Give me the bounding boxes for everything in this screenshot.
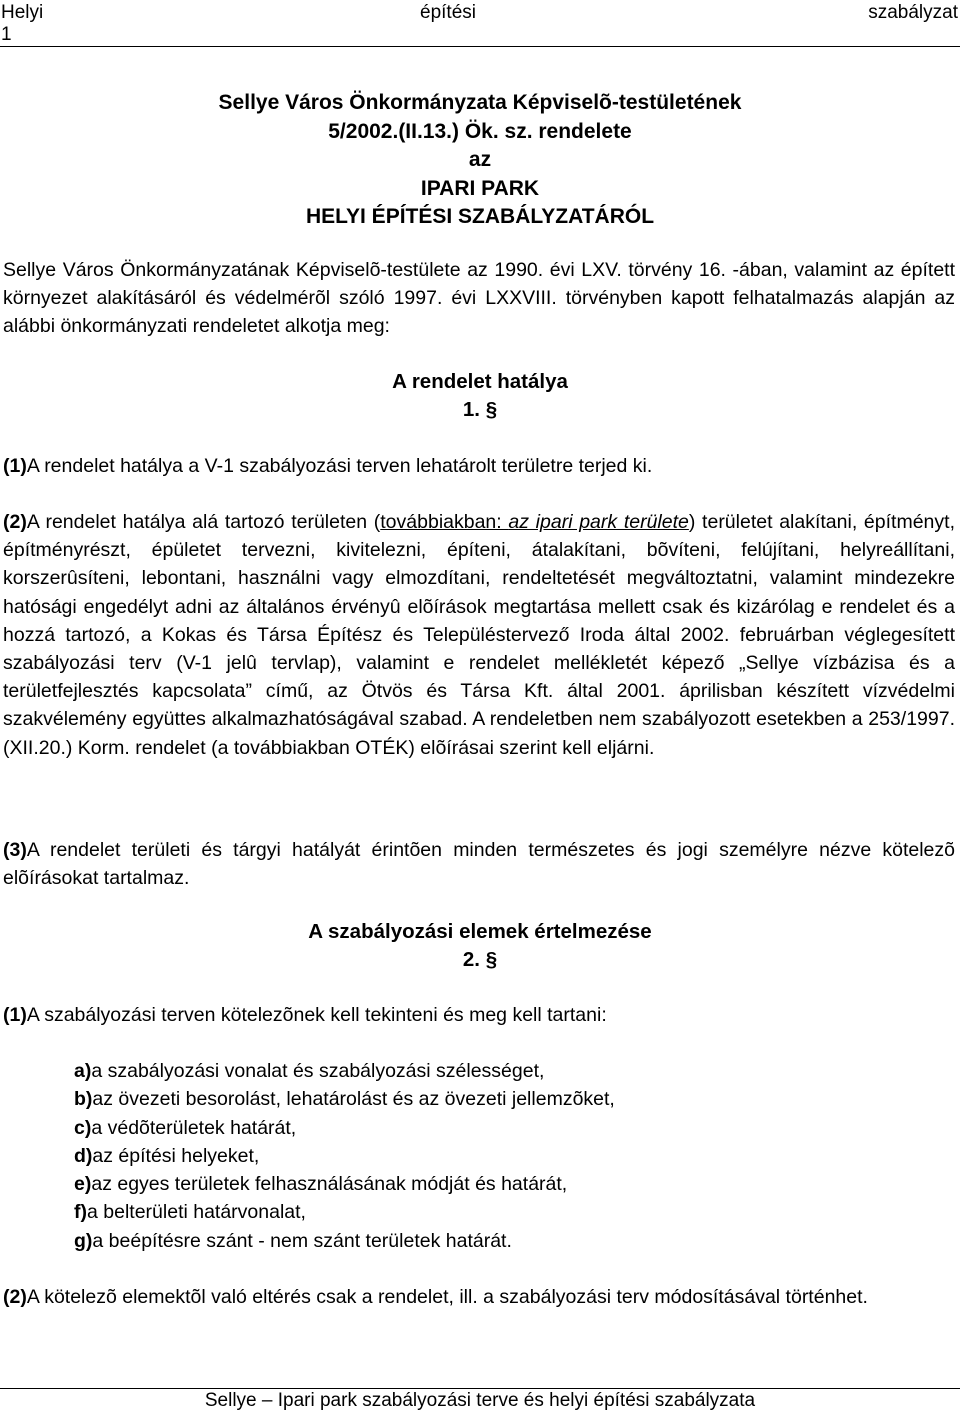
paragraph-1-1	[3, 452, 955, 480]
title-line-2: 5/2002.(II.13.) Ök. sz. rendelete	[328, 119, 632, 143]
section-1-heading: A rendelet hatálya	[392, 370, 568, 393]
paragraph-text: A kötelezõ elemektõl való eltérés csak a rendelet, ill. a szabályozási terv módosításával történhet.	[26, 1286, 868, 1308]
footer-text: Sellye – Ipari park szabályozási terve és helyi építési szabályzata	[204, 1390, 756, 1411]
paragraph-text: A rendelet hatálya a V-1 szabályozási terven lehatárolt területre terjed ki.	[26, 455, 653, 477]
section-sign-icon: §	[485, 948, 498, 971]
section-2-number	[0, 946, 960, 974]
list-item: b)az övezeti besorolást, lehatárolást és az övezeti jellemzõket,	[74, 1088, 615, 1111]
list-item: e)az egyes területek felhasználásának módját és határát,	[74, 1173, 568, 1196]
section-1-number	[0, 396, 960, 424]
title-line-1: Sellye Város Önkormányzata Képviselõ-testületének	[218, 91, 742, 114]
paragraph-text: A szabályozási terven kötelezõnek kell tekinteni és meg kell tartani:	[26, 1004, 607, 1026]
paragraph-text-post: ) területet alakítani, építményt, építményrészt, épületet tervezni, kivitelezni, építeni, átalakítani, bõvíteni, felújítani, helyreállítani, korszerûsíteni, lebontani, használni vagy elmozdítani, rendeltetését megváltoztatni, valamint mindezekre hatósági engedélyt adni az általános érvényû elõírások megtartása mellett csak és kizárólag e rendelet és a hozzá tartozó, a Kokas és Társa Építész és Településtervező Iroda által 2002. februárban véglegesített szabályozási terv (V-1 jelû tervlap), valamint e rendelet mellékletét képező „Sellye vízbázisa és a területfejlesztés kapcsolata” című, az Ötvös és Társa Kft. által 2001. áprilisban készített vízvédelmi szakvélemény együttes alkalmazhatóságával szabad. A rendeletben nem szabályozott esetekben a 253/1997.(XII.20.) Korm. rendelet (a továbbiakban OTÉK) elõírásai szerint kell eljárni.	[3, 511, 955, 759]
header-left: Helyi	[1, 2, 44, 23]
list-item: c)a védõterületek határát,	[74, 1116, 297, 1139]
section-sign-icon: §	[485, 398, 498, 421]
title-line-3: az	[468, 148, 492, 171]
header-center: építési	[420, 2, 476, 23]
paragraph-2-1	[3, 1001, 955, 1029]
defined-term: az ipari park területe	[508, 511, 689, 533]
section-1-number-text: 1.	[462, 398, 486, 421]
header-rule	[0, 46, 960, 47]
section-2-heading: A szabályozási elemek értelmezése	[308, 920, 652, 943]
title-line-5: HELYI ÉPÍTÉSI SZABÁLYZATÁRÓL	[305, 205, 655, 228]
paragraph-2-2	[3, 1283, 955, 1311]
paragraph-1-2	[3, 508, 955, 762]
paragraph-text-pre: A rendelet hatálya alá tartozó területen (	[26, 511, 381, 533]
obligation-list	[74, 1057, 615, 1255]
list-item: d)az építési helyeket,	[74, 1144, 260, 1167]
paragraph-1-3	[3, 836, 955, 892]
section-2-number-text: 2.	[462, 948, 486, 971]
preamble: Sellye Város Önkormányzatának Képviselõ-testülete az 1990. évi LXV. törvény 16. -ában, valamint az épített környezet alakításáról és védelmérõl szóló 1997. évi LXXVIII. törvényben kapott felhatalmazás alapján az alábbi önkormányzati rendeletet alkotja meg:	[3, 259, 955, 338]
page-header	[0, 0, 960, 46]
document-title	[0, 89, 960, 232]
page-footer	[0, 1388, 960, 1411]
list-item: a)a szabályozási vonalat és szabályozási szélességet,	[74, 1060, 545, 1082]
list-item: g)a beépítésre szánt - nem szánt területek határát.	[74, 1229, 512, 1252]
paragraph-text: A rendelet területi és tárgyi hatályát érintõen minden természetes és jogi személyre nézve kötelezõ elõírásokat tartalmaz.	[3, 839, 955, 890]
header-right: szabályzat	[868, 2, 958, 23]
paragraph-number: (1)	[3, 455, 27, 477]
title-line-4: IPARI PARK	[420, 176, 540, 200]
paragraph-number: (2)	[3, 511, 27, 533]
paragraph-number: (1)	[3, 1004, 27, 1026]
paragraph-number: (2)	[3, 1286, 27, 1308]
defined-term-intro: továbbiakban:	[380, 511, 509, 533]
list-item: f)a belterületi határvonalat,	[74, 1201, 306, 1224]
paragraph-number: (3)	[3, 839, 27, 861]
page-number: 1	[1, 24, 12, 45]
